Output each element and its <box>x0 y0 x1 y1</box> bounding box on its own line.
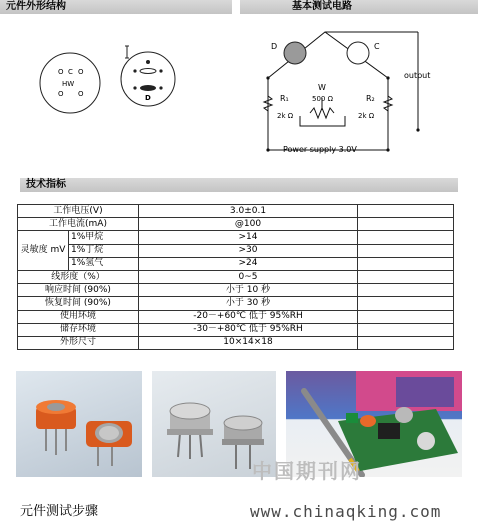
spec-name: 外形尺寸 <box>18 336 139 349</box>
diagrams-canvas <box>0 0 478 180</box>
board-sensor-metal <box>395 407 413 423</box>
spec-name: 使用环境 <box>18 310 139 323</box>
pin-label-5: O <box>78 90 84 98</box>
spec-empty-cell <box>358 257 454 270</box>
spec-value: 0~5 <box>139 270 358 283</box>
spec-value: 3.0±0.1 <box>139 205 358 218</box>
heater-element-bottom <box>140 85 156 91</box>
pin-label-1: O <box>58 68 64 76</box>
label-c: C <box>374 42 380 51</box>
watermark-chinese: 中国期刊网 <box>252 459 362 483</box>
spec-name: 1%丁烷 <box>69 244 139 257</box>
spec-value: >14 <box>139 231 358 244</box>
label-output: output <box>404 71 431 80</box>
floppy-disk-purple <box>396 377 454 407</box>
node-dot-e <box>416 128 419 131</box>
pin-dot-right-b <box>159 86 162 89</box>
sensor-element-c <box>347 42 369 64</box>
specs-heading: 技术指标 <box>26 179 66 190</box>
circuit-heading: 基本测试电路 <box>292 1 352 12</box>
spec-value: -30－+80℃ 低于 95%RH <box>139 323 358 336</box>
table-row <box>18 336 454 349</box>
spec-value: 10×14×18 <box>139 336 358 349</box>
watermark-url: www.chinaqking.com <box>250 502 442 521</box>
label-power-supply: Power supply 3.0V <box>283 145 357 154</box>
board-chip <box>378 423 400 439</box>
board-sensor-orange <box>360 415 376 427</box>
label-r2: R₂ <box>366 94 375 103</box>
table-row <box>18 244 454 257</box>
figure-caption: 元件测试步骤 <box>20 504 99 519</box>
board-component-green <box>346 413 358 423</box>
table-row <box>18 205 454 218</box>
pin-label-4: O <box>58 90 64 98</box>
structure-heading: 元件外形结构 <box>6 1 66 12</box>
spec-empty-cell <box>358 336 454 349</box>
table-row <box>18 231 454 244</box>
spec-empty-cell <box>358 297 454 310</box>
label-d: D <box>271 42 278 51</box>
pin-dot-left-b <box>133 86 136 89</box>
spec-value: @100 <box>139 218 358 231</box>
label-w-value: 500 Ω <box>312 95 333 103</box>
table-row <box>18 323 454 336</box>
spec-name: 1%氢气 <box>69 257 139 270</box>
spec-table <box>17 204 454 350</box>
spec-name: 储存环境 <box>18 323 139 336</box>
pin-label-2: C <box>68 68 73 76</box>
node-dot-c <box>266 148 269 151</box>
table-row <box>18 297 454 310</box>
spec-group-sensitivity: 灵敏度 mV <box>18 231 69 271</box>
table-row <box>18 310 454 323</box>
spec-empty-cell <box>358 323 454 336</box>
spec-empty-cell <box>358 218 454 231</box>
spec-value: 小于 30 秒 <box>139 297 358 310</box>
node-dot-a <box>266 76 269 79</box>
table-row <box>18 257 454 270</box>
metal-sensor-1 <box>167 403 213 459</box>
spec-name: 响应时间 (90%) <box>18 284 139 297</box>
spec-empty-cell <box>358 205 454 218</box>
specs-heading-bar <box>20 178 458 192</box>
spec-name: 工作电压(V) <box>18 205 139 218</box>
label-r1: R₁ <box>280 94 289 103</box>
spec-name: 线形度（%） <box>18 270 139 283</box>
spec-empty-cell <box>358 284 454 297</box>
spec-value: 小于 10 秒 <box>139 284 358 297</box>
orange-sensor-2 <box>86 421 132 466</box>
label-w: W <box>318 83 326 92</box>
left-hw-label: HW <box>62 80 75 88</box>
spec-name: 工作电流(mA) <box>18 218 139 231</box>
pin-dot-left <box>133 69 136 72</box>
photo-orange-sensors <box>16 371 142 477</box>
right-d-label: D <box>145 94 151 102</box>
spec-name: 1%甲烷 <box>69 231 139 244</box>
board-capacitor <box>417 432 435 450</box>
table-row <box>18 270 454 283</box>
pin-label-3: O <box>78 68 84 76</box>
pin-dot <box>146 60 150 64</box>
orange-sensors-illustration <box>16 371 142 477</box>
spec-value: >30 <box>139 244 358 257</box>
spec-empty-cell <box>358 231 454 244</box>
label-r2-value: 2k Ω <box>358 112 375 120</box>
sensor-element-d <box>284 42 306 64</box>
table-row <box>18 218 454 231</box>
node-dot-d <box>386 148 389 151</box>
table-row <box>18 284 454 297</box>
orange-sensor-1 <box>36 400 76 455</box>
pin-dot-right <box>159 69 162 72</box>
text-cursor-icon <box>125 46 129 58</box>
spec-empty-cell <box>358 244 454 257</box>
spec-name: 恢复时间 (90%) <box>18 297 139 310</box>
spec-empty-cell <box>358 310 454 323</box>
heater-element-top <box>140 69 156 74</box>
spec-value: >24 <box>139 257 358 270</box>
spec-value: -20－+60℃ 低于 95%RH <box>139 310 358 323</box>
spec-empty-cell <box>358 270 454 283</box>
node-dot-b <box>386 76 389 79</box>
label-r1-value: 2k Ω <box>277 112 294 120</box>
